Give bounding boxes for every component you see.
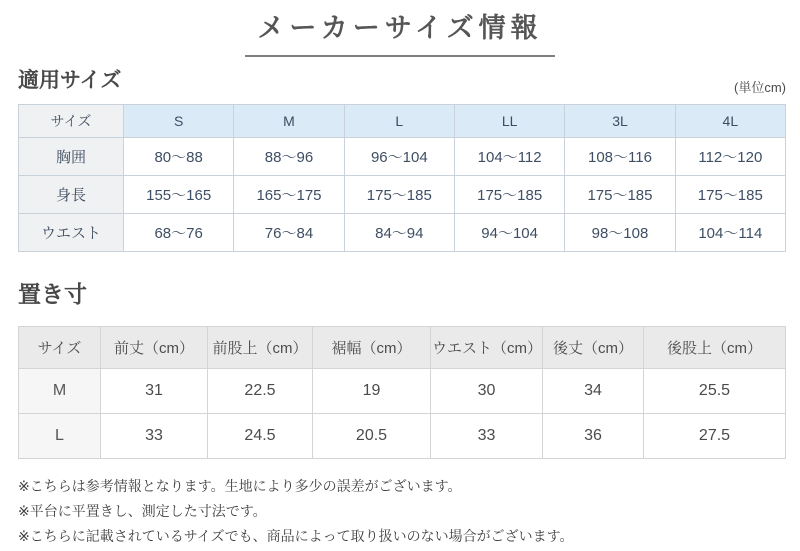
row-label: L [19,414,101,459]
column-header-l: L [344,105,454,138]
column-header-front-length: 前丈（cm） [101,327,208,369]
cell-value: 20.5 [313,414,431,459]
cell-value: 68〜76 [124,214,234,252]
table-row-waist [19,214,786,252]
cell-value: 25.5 [644,369,786,414]
page-title: メーカーサイズ情報 [245,10,554,57]
table-row-height [19,176,786,214]
footnote-line: ※平台に平置きし、測定した寸法です。 [18,503,267,520]
column-header-ll: LL [454,105,564,138]
cell-value: 22.5 [208,369,313,414]
cell-value: 94〜104 [454,214,564,252]
column-header-3l: 3L [565,105,675,138]
column-header-size: サイズ [19,327,101,369]
row-label: M [19,369,101,414]
cell-value: 36 [543,414,644,459]
table-header-row [19,105,786,138]
cell-value: 19 [313,369,431,414]
column-header-s: S [124,105,234,138]
footnote-line: ※こちらは参考情報となります。生地により多少の誤差がございます。 [18,478,462,495]
flat-measure-table [18,326,786,459]
cell-value: 96〜104 [344,138,454,176]
cell-value: 175〜185 [344,176,454,214]
cell-value: 108〜116 [565,138,675,176]
column-header-hem-width: 裾幅（cm） [313,327,431,369]
cell-value: 88〜96 [234,138,344,176]
row-label: 胸囲 [19,138,124,176]
flat-measure-heading: 置き寸 [18,281,87,308]
column-header-waist: ウエスト（cm） [431,327,543,369]
footnote-line: ※こちらに記載されているサイズでも、商品によって取り扱いのない場合がございます。 [18,528,574,545]
applicable-size-table [18,104,786,252]
cell-value: 34 [543,369,644,414]
cell-value: 31 [101,369,208,414]
cell-value: 76〜84 [234,214,344,252]
cell-value: 24.5 [208,414,313,459]
cell-value: 98〜108 [565,214,675,252]
cell-value: 84〜94 [344,214,454,252]
table-row-l [19,414,786,459]
cell-value: 104〜114 [675,214,785,252]
column-header-back-rise: 後股上（cm） [644,327,786,369]
row-label: ウエスト [19,214,124,252]
column-header-4l: 4L [675,105,785,138]
corner-header-cell: サイズ [19,105,124,138]
cell-value: 27.5 [644,414,786,459]
cell-value: 175〜185 [565,176,675,214]
unit-label: (単位cm) [734,79,786,95]
applicable-size-heading: 適用サイズ [18,68,122,92]
row-label: 身長 [19,176,124,214]
column-header-back-length: 後丈（cm） [543,327,644,369]
table-row-chest [19,138,786,176]
column-header-m: M [234,105,344,138]
applicable-size-header-row [18,67,786,95]
cell-value: 80〜88 [124,138,234,176]
title-area [0,0,800,57]
cell-value: 155〜165 [124,176,234,214]
cell-value: 30 [431,369,543,414]
cell-value: 33 [101,414,208,459]
column-header-front-rise: 前股上（cm） [208,327,313,369]
cell-value: 104〜112 [454,138,564,176]
footnotes [18,474,786,549]
cell-value: 112〜120 [675,138,785,176]
table-row-m [19,369,786,414]
cell-value: 165〜175 [234,176,344,214]
cell-value: 175〜185 [675,176,785,214]
table-header-row [19,327,786,369]
cell-value: 33 [431,414,543,459]
cell-value: 175〜185 [454,176,564,214]
